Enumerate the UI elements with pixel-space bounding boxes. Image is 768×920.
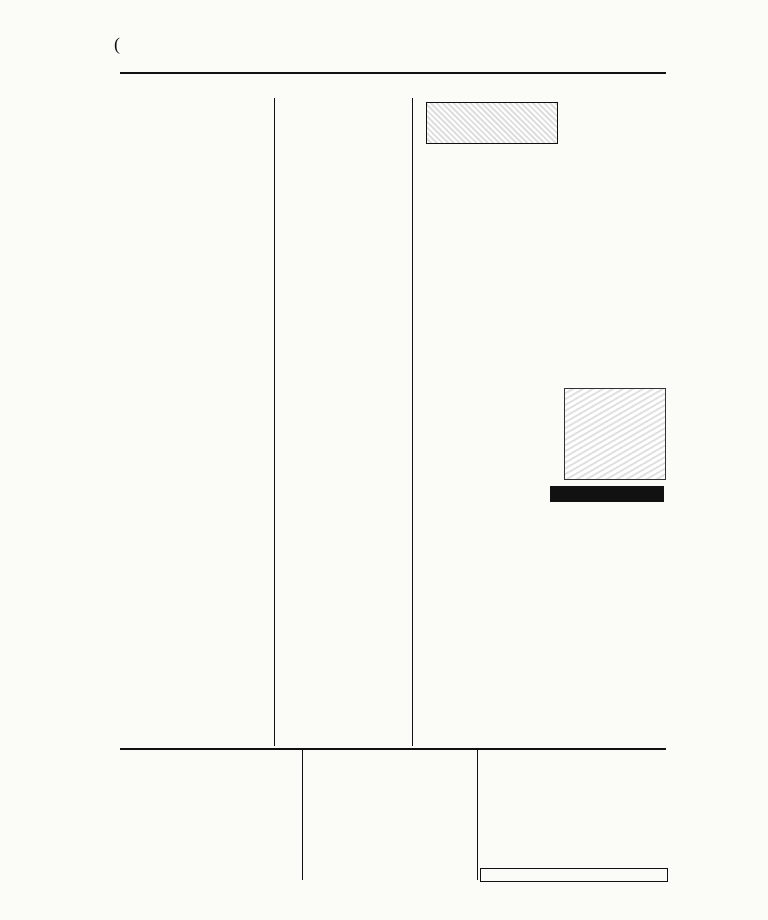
radio-schedule <box>482 752 666 864</box>
margin-mark: ( <box>114 34 120 54</box>
lesson-banner-box <box>426 102 558 144</box>
column-rule <box>302 750 303 880</box>
kanji-title <box>550 486 664 502</box>
page-header <box>120 58 666 74</box>
bottom-rule <box>120 748 666 750</box>
news-col-1 <box>120 752 298 755</box>
lesson-banner <box>416 102 666 142</box>
column-rule <box>477 750 478 880</box>
obituary-notice <box>480 868 668 882</box>
news-col-2 <box>306 752 474 754</box>
column-rule <box>274 98 275 746</box>
sheet <box>120 58 666 880</box>
column-rule <box>412 98 413 746</box>
lesson-illustration <box>564 388 666 480</box>
